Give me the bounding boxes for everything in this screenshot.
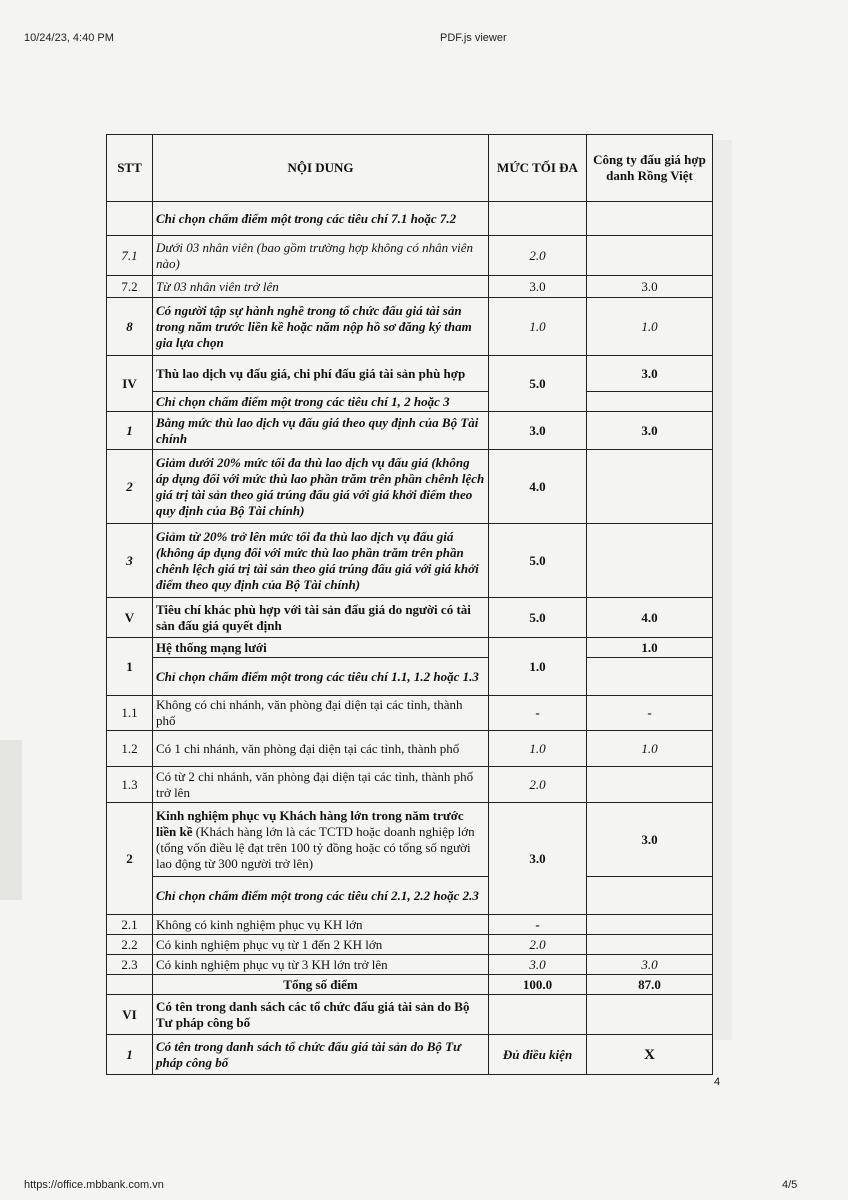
row-content: Không có kinh nghiệm phục vụ KH lớn xyxy=(153,915,489,935)
row-score: 4.0 xyxy=(587,598,713,638)
row-score xyxy=(587,995,713,1035)
row-score: - xyxy=(587,696,713,731)
table-row xyxy=(107,450,713,524)
row-max: 4.0 xyxy=(489,450,587,524)
row-content: Giảm dưới 20% mức tối đa thù lao dịch vụ đấu giá (không áp dụng đối với mức thù lao phần trăm trên phần chênh lệch giá trị tài sản theo giá trúng đấu giá với giá khởi điểm theo quy định của Bộ Tài chính) xyxy=(153,450,489,524)
row-content: Có tên trong danh sách các tổ chức đấu giá tài sản do Bộ Tư pháp công bố xyxy=(153,995,489,1035)
total-score: 87.0 xyxy=(587,975,713,995)
table-row xyxy=(107,236,713,276)
row-content: Có người tập sự hành nghề trong tổ chức đấu giá tài sản trong năm trước liền kề hoặc năm nộp hồ sơ đăng ký tham gia lựa chọn xyxy=(153,298,489,356)
header-content: NỘI DUNG xyxy=(153,135,489,202)
row-content: Có từ 2 chi nhánh, văn phòng đại diện tại các tỉnh, thành phố trở lên xyxy=(153,767,489,803)
row-content: Thù lao dịch vụ đấu giá, chi phí đấu giá tài sản phù hợp xyxy=(153,356,489,392)
row-max: 3.0 xyxy=(489,412,587,450)
row-stt: VI xyxy=(107,995,153,1035)
row-stt: 7.1 xyxy=(107,236,153,276)
viewer-title: PDF.js viewer xyxy=(440,32,507,44)
row-max: Đủ điều kiện xyxy=(489,1035,587,1075)
table-header-row xyxy=(107,135,713,202)
row-content: Dưới 03 nhân viên (bao gồm trường hợp không có nhân viên nào) xyxy=(153,236,489,276)
page-count: 4/5 xyxy=(782,1179,798,1191)
table-row xyxy=(107,298,713,356)
row-max: 2.0 xyxy=(489,236,587,276)
row-score xyxy=(587,658,713,696)
bleed-through-mark xyxy=(0,740,22,900)
row-max xyxy=(489,202,587,236)
row-max: 2.0 xyxy=(489,935,587,955)
row-stt: 2.3 xyxy=(107,955,153,975)
scoring-table xyxy=(106,134,713,1075)
row-stt: 1.2 xyxy=(107,731,153,767)
row-score xyxy=(587,450,713,524)
row-stt: 3 xyxy=(107,524,153,598)
table-row xyxy=(107,767,713,803)
bleed-through-mark xyxy=(712,140,732,1040)
row-stt: 2.1 xyxy=(107,915,153,935)
row-max: 5.0 xyxy=(489,598,587,638)
table-row xyxy=(107,412,713,450)
table-row xyxy=(107,356,713,392)
table-row xyxy=(107,915,713,935)
row-content: Chỉ chọn chấm điểm một trong các tiêu chí 1.1, 1.2 hoặc 1.3 xyxy=(153,658,489,696)
row-max: 1.0 xyxy=(489,638,587,696)
row-stt: 1 xyxy=(107,1035,153,1075)
row-max: 3.0 xyxy=(489,276,587,298)
row-content-detail: (Khách hàng lớn là các TCTD hoặc doanh nghiệp lớn (tổng vốn điều lệ đạt trên 100 tỷ đồng hoặc có tổng số người lao động từ 300 người trở lên) xyxy=(156,823,475,871)
header-company: Công ty đấu giá hợp danh Rồng Việt xyxy=(587,135,713,202)
row-score xyxy=(587,524,713,598)
row-max: 3.0 xyxy=(489,955,587,975)
table-row xyxy=(107,276,713,298)
row-score: 1.0 xyxy=(587,638,713,658)
table-row xyxy=(107,638,713,658)
row-max: 5.0 xyxy=(489,356,587,412)
row-stt: 1.3 xyxy=(107,767,153,803)
row-stt: 2 xyxy=(107,450,153,524)
row-max: - xyxy=(489,915,587,935)
row-stt xyxy=(107,975,153,995)
row-stt: 1 xyxy=(107,412,153,450)
table-row xyxy=(107,1035,713,1075)
row-content: Có kinh nghiệm phục vụ từ 3 KH lớn trở lên xyxy=(153,955,489,975)
header-stt: STT xyxy=(107,135,153,202)
row-max: 2.0 xyxy=(489,767,587,803)
page-number: 4 xyxy=(714,1076,721,1088)
row-content: Chỉ chọn chấm điểm một trong các tiêu chí 7.1 hoặc 7.2 xyxy=(153,202,489,236)
row-stt: 2 xyxy=(107,803,153,915)
row-score xyxy=(587,767,713,803)
row-content: Tiêu chí khác phù hợp với tài sản đấu giá do người có tài sản đấu giá quyết định xyxy=(153,598,489,638)
row-content: Hệ thống mạng lưới xyxy=(153,638,489,658)
total-row xyxy=(107,975,713,995)
print-datetime: 10/24/23, 4:40 PM xyxy=(24,32,114,44)
row-max: 1.0 xyxy=(489,731,587,767)
row-score: X xyxy=(587,1035,713,1075)
row-stt: 7.2 xyxy=(107,276,153,298)
table-row xyxy=(107,731,713,767)
row-content: Có tên trong danh sách tổ chức đấu giá tài sản do Bộ Tư pháp công bố xyxy=(153,1035,489,1075)
row-content-title: Kinh nghiệm phục vụ Khách hàng lớn trong năm trước liền kề xyxy=(156,807,464,839)
table-row xyxy=(107,202,713,236)
row-score xyxy=(587,236,713,276)
row-content: Giảm từ 20% trở lên mức tối đa thù lao dịch vụ đấu giá (không áp dụng đối với mức thù lao phần trăm trên phần chênh lệch giá trị tài sản theo giá trúng đấu giá với giá khởi điểm theo quy định của Bộ Tài chính) xyxy=(153,524,489,598)
row-content: Từ 03 nhân viên trở lên xyxy=(153,276,489,298)
row-stt: IV xyxy=(107,356,153,412)
row-score: 1.0 xyxy=(587,731,713,767)
row-score xyxy=(587,935,713,955)
row-score xyxy=(587,202,713,236)
row-content: Chỉ chọn chấm điểm một trong các tiêu chí 2.1, 2.2 hoặc 2.3 xyxy=(153,877,489,915)
row-stt: V xyxy=(107,598,153,638)
row-score: 1.0 xyxy=(587,298,713,356)
row-content: Bằng mức thù lao dịch vụ đấu giá theo quy định của Bộ Tài chính xyxy=(153,412,489,450)
total-max: 100.0 xyxy=(489,975,587,995)
row-max: 5.0 xyxy=(489,524,587,598)
table-row xyxy=(107,935,713,955)
table-row xyxy=(107,803,713,877)
row-content: Chỉ chọn chấm điểm một trong các tiêu chí 1, 2 hoặc 3 xyxy=(153,392,489,412)
row-content: Không có chi nhánh, văn phòng đại diện tại các tỉnh, thành phố xyxy=(153,696,489,731)
table-row xyxy=(107,658,713,696)
table-row xyxy=(107,392,713,412)
table-row xyxy=(107,955,713,975)
row-score: 3.0 xyxy=(587,955,713,975)
row-stt xyxy=(107,202,153,236)
row-max: 1.0 xyxy=(489,298,587,356)
total-label: Tổng số điểm xyxy=(153,975,489,995)
row-score xyxy=(587,915,713,935)
row-stt: 2.2 xyxy=(107,935,153,955)
row-score xyxy=(587,392,713,412)
row-stt: 1 xyxy=(107,638,153,696)
page-url: https://office.mbbank.com.vn xyxy=(24,1179,164,1191)
row-stt: 8 xyxy=(107,298,153,356)
table-row xyxy=(107,524,713,598)
row-score: 3.0 xyxy=(587,412,713,450)
row-content: Có kinh nghiệm phục vụ từ 1 đến 2 KH lớn xyxy=(153,935,489,955)
row-max: 3.0 xyxy=(489,803,587,915)
header-max: MỨC TỐI ĐA xyxy=(489,135,587,202)
table-row xyxy=(107,598,713,638)
row-max: - xyxy=(489,696,587,731)
row-stt: 1.1 xyxy=(107,696,153,731)
table-row xyxy=(107,995,713,1035)
row-score xyxy=(587,877,713,915)
row-content: Có 1 chi nhánh, văn phòng đại diện tại các tỉnh, thành phố xyxy=(153,731,489,767)
row-content xyxy=(153,803,489,877)
row-score: 3.0 xyxy=(587,276,713,298)
row-score: 3.0 xyxy=(587,803,713,877)
table-row xyxy=(107,877,713,915)
row-score: 3.0 xyxy=(587,356,713,392)
row-max xyxy=(489,995,587,1035)
table-row xyxy=(107,696,713,731)
